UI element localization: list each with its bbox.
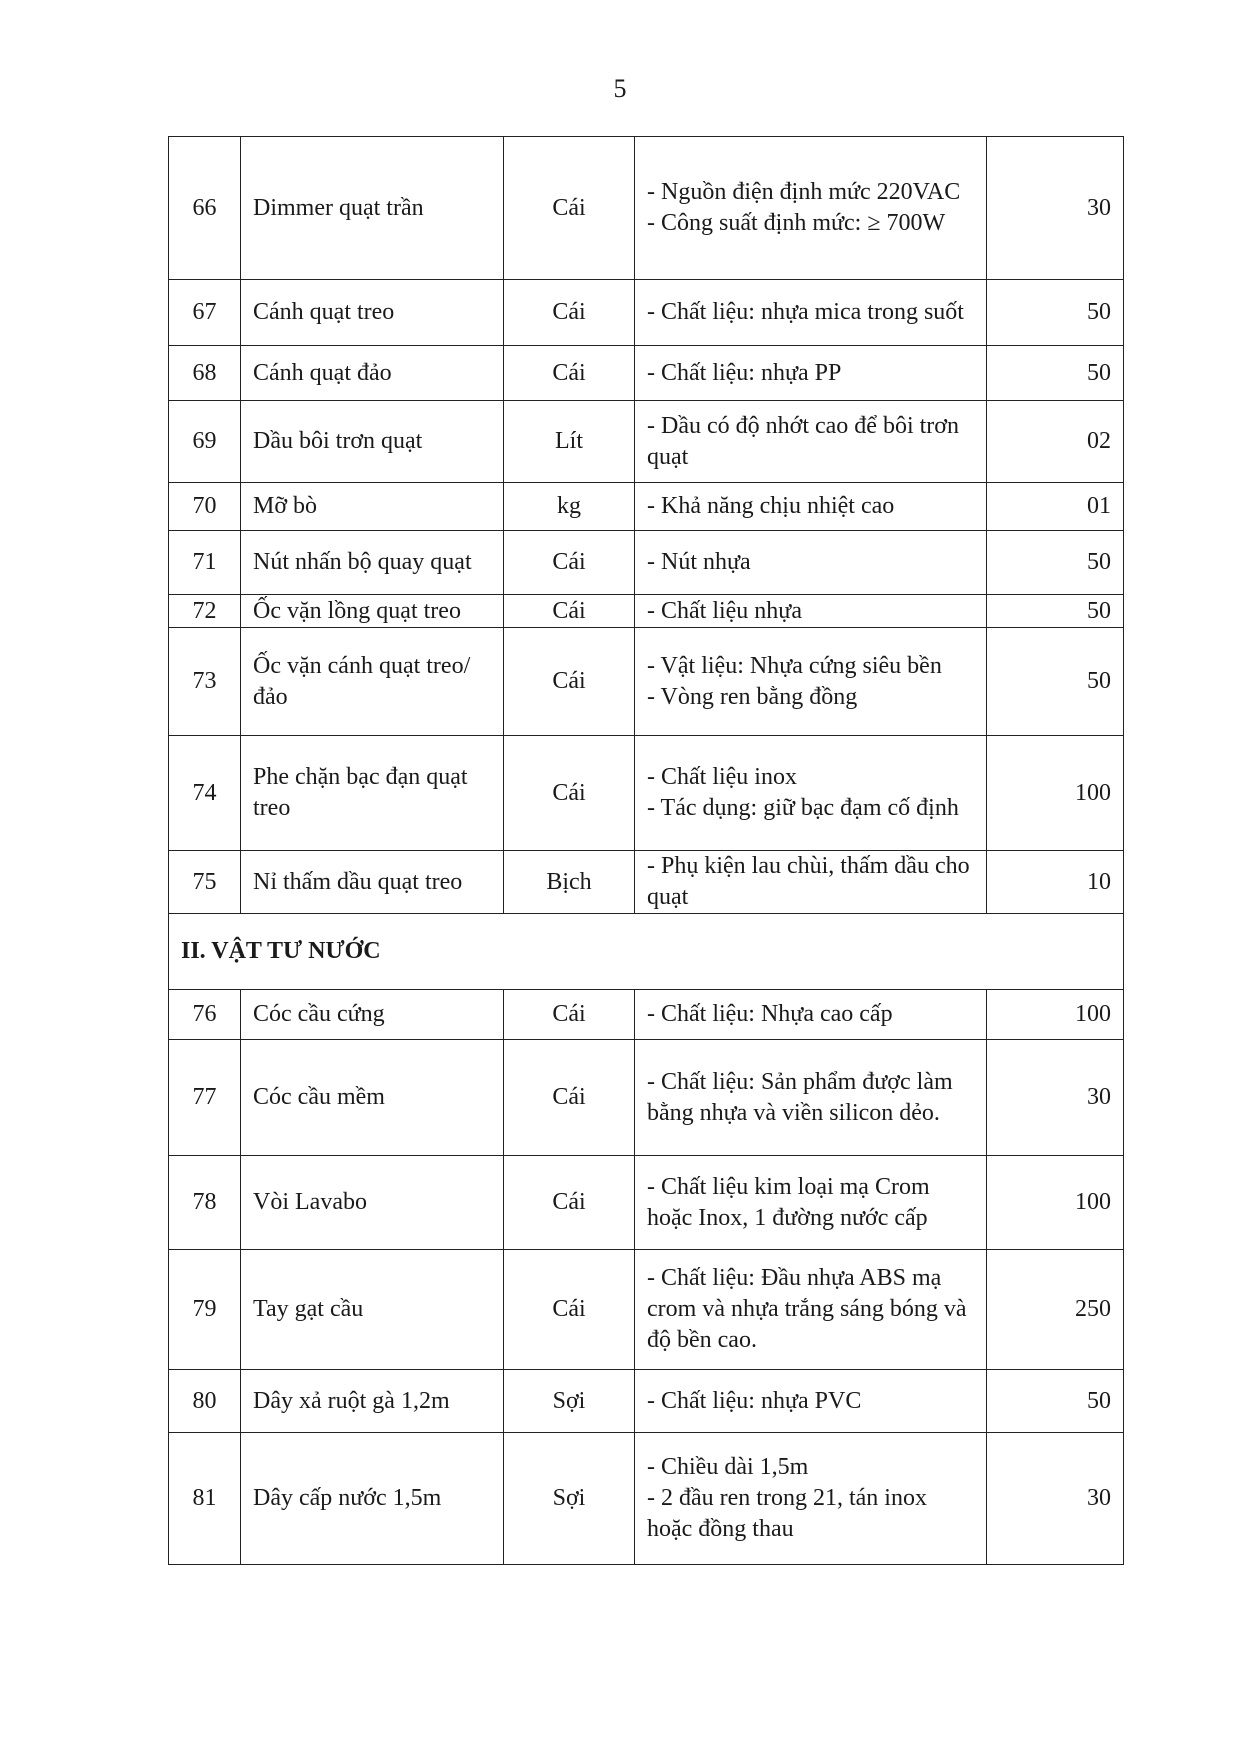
item-spec (635, 1250, 987, 1370)
item-name: Ốc vặn cánh quạt treo/đảo (241, 628, 504, 736)
spec-line: - Vòng ren bằng đồng (647, 683, 858, 710)
spec-line: - Nút nhựa (647, 549, 751, 575)
page-number: 5 (613, 74, 627, 103)
item-name: Cóc cầu mềm (241, 1040, 504, 1156)
item-name: Cánh quạt treo (241, 280, 504, 346)
item-unit: kg (504, 483, 635, 531)
item-unit: Cái (504, 1250, 635, 1370)
row-number: 66 (169, 137, 241, 280)
spec-line: - Vật liệu: Nhựa cứng siêu bền (647, 652, 942, 679)
item-quantity: 30 (987, 1040, 1124, 1156)
item-name: Dây xả ruột gà 1,2m (241, 1370, 504, 1433)
item-spec (635, 483, 987, 531)
item-spec (635, 1040, 987, 1156)
spec-line: - Công suất định mức: ≥ 700W (647, 210, 946, 236)
spec-line: - Chất liệu: nhựa PVC (647, 1387, 862, 1414)
item-spec (635, 1370, 987, 1433)
table-row (169, 1433, 1124, 1565)
table-row (169, 736, 1124, 851)
row-number: 80 (169, 1370, 241, 1433)
row-number: 79 (169, 1250, 241, 1370)
item-name: Phe chặn bạc đạn quạt treo (241, 736, 504, 851)
item-quantity: 30 (987, 1433, 1124, 1565)
item-quantity: 02 (987, 401, 1124, 483)
item-unit: Cái (504, 736, 635, 851)
item-name: Nỉ thấm dầu quạt treo (241, 851, 504, 914)
spec-line: - Chiều dài 1,5m (647, 1454, 809, 1480)
spec-line: - Chất liệu: Sản phẩm được làm bằng nhựa và viền silicon dẻo. (647, 1068, 953, 1126)
section-title: II. VẬT TƯ NƯỚC (169, 914, 1124, 990)
item-spec (635, 736, 987, 851)
item-spec (635, 401, 987, 483)
item-quantity: 50 (987, 1370, 1124, 1433)
item-name: Ốc vặn lồng quạt treo (241, 595, 504, 628)
item-name: Dây cấp nước 1,5m (241, 1433, 504, 1565)
table-row (169, 531, 1124, 595)
row-number: 75 (169, 851, 241, 914)
item-unit: Cái (504, 137, 635, 280)
row-number: 69 (169, 401, 241, 483)
table-row (169, 1370, 1124, 1433)
item-unit: Cái (504, 1040, 635, 1156)
spec-line: - Chất liệu: nhựa PP (647, 359, 842, 386)
item-spec (635, 628, 987, 736)
table-row (169, 346, 1124, 401)
spec-line: - Chất liệu kim loại mạ Crom hoặc Inox, 1 đường nước cấp (647, 1173, 930, 1231)
item-unit: Sợi (504, 1370, 635, 1433)
spec-line: - Chất liệu inox (647, 764, 797, 790)
table-row (169, 280, 1124, 346)
spec-line: - 2 đầu ren trong 21, tán inox hoặc đồng thau (647, 1485, 927, 1542)
table-row (169, 990, 1124, 1040)
table-row (169, 1250, 1124, 1370)
item-quantity: 50 (987, 595, 1124, 628)
item-quantity: 50 (987, 346, 1124, 401)
item-unit: Cái (504, 346, 635, 401)
table-row (169, 401, 1124, 483)
spec-line: - Tác dụng: giữ bạc đạm cố định (647, 795, 959, 821)
item-spec (635, 595, 987, 628)
row-number: 68 (169, 346, 241, 401)
table-row (169, 851, 1124, 914)
row-number: 81 (169, 1433, 241, 1565)
spec-line: - Dầu có độ nhớt cao để bôi trơn quạt (647, 412, 959, 470)
item-name: Dimmer quạt trần (241, 137, 504, 280)
item-unit: Lít (504, 401, 635, 483)
spec-line: - Nguồn điện định mức 220VAC (647, 179, 961, 205)
item-quantity: 250 (987, 1250, 1124, 1370)
item-name: Cóc cầu cứng (241, 990, 504, 1040)
table-row (169, 1156, 1124, 1250)
row-number: 74 (169, 736, 241, 851)
item-spec (635, 990, 987, 1040)
item-quantity: 100 (987, 1156, 1124, 1250)
item-spec (635, 1433, 987, 1565)
row-number: 73 (169, 628, 241, 736)
item-quantity: 50 (987, 628, 1124, 736)
row-number: 78 (169, 1156, 241, 1250)
item-name: Mỡ bò (241, 483, 504, 531)
table-row (169, 628, 1124, 736)
table-row (169, 595, 1124, 628)
table-row (169, 483, 1124, 531)
item-spec (635, 531, 987, 595)
item-unit: Cái (504, 280, 635, 346)
item-quantity: 100 (987, 990, 1124, 1040)
item-unit: Cái (504, 990, 635, 1040)
row-number: 77 (169, 1040, 241, 1156)
section-row (169, 914, 1124, 990)
item-quantity: 10 (987, 851, 1124, 914)
item-unit: Cái (504, 628, 635, 736)
row-number: 71 (169, 531, 241, 595)
spec-line: - Chất liệu: Nhựa cao cấp (647, 1001, 893, 1027)
item-name: Cánh quạt đảo (241, 346, 504, 401)
item-spec (635, 346, 987, 401)
item-name: Dầu bôi trơn quạt (241, 401, 504, 483)
item-name: Nút nhấn bộ quay quạt (241, 531, 504, 595)
item-quantity: 50 (987, 531, 1124, 595)
row-number: 67 (169, 280, 241, 346)
table-row (169, 137, 1124, 280)
item-unit: Cái (504, 531, 635, 595)
spec-line: - Chất liệu: Đầu nhựa ABS mạ crom và nhựa trắng sáng bóng và độ bền cao. (647, 1265, 967, 1353)
item-quantity: 30 (987, 137, 1124, 280)
row-number: 70 (169, 483, 241, 531)
materials-table (168, 136, 1124, 1565)
item-quantity: 50 (987, 280, 1124, 346)
spec-line: - Chất liệu: nhựa mica trong suốt (647, 299, 964, 325)
spec-line: - Khả năng chịu nhiệt cao (647, 493, 895, 519)
item-unit: Cái (504, 595, 635, 628)
item-quantity: 100 (987, 736, 1124, 851)
item-spec (635, 280, 987, 346)
item-spec (635, 137, 987, 280)
item-name: Vòi Lavabo (241, 1156, 504, 1250)
row-number: 76 (169, 990, 241, 1040)
row-number: 72 (169, 595, 241, 628)
item-name: Tay gạt cầu (241, 1250, 504, 1370)
item-unit: Bịch (504, 851, 635, 914)
spec-line: - Chất liệu nhựa (647, 597, 802, 624)
spec-line: - Phụ kiện lau chùi, thấm dầu cho quạt (647, 853, 970, 910)
table-row (169, 1040, 1124, 1156)
item-quantity: 01 (987, 483, 1124, 531)
item-spec (635, 851, 987, 914)
item-unit: Cái (504, 1156, 635, 1250)
item-unit: Sợi (504, 1433, 635, 1565)
item-spec (635, 1156, 987, 1250)
